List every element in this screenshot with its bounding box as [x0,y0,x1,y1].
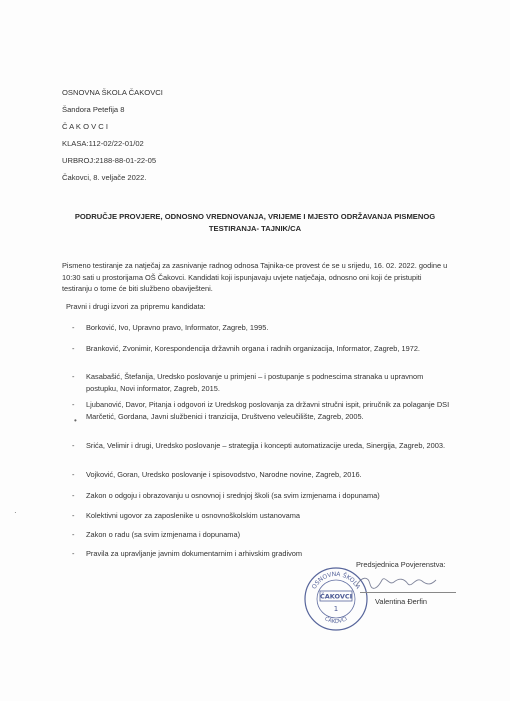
school-address: Šandora Petefija 8 [62,105,125,114]
source-item: - Vojković, Goran, Uredsko poslovanje i spisovodstvo, Narodne novine, Zagreb, 2016. [72,470,362,479]
source-item: - Branković, Zvonimir, Korespondencija državnih organa i radnih organizacija, Informator, Zagreb, 1972. [72,344,420,353]
source-item: - Srića, Velimir i drugi, Uredsko poslovanje – strategija i koncepti automatizacije ureda, Sinergija, Zagreb, 2003. [72,441,446,450]
signatory-name: Valentina Đerfin [375,597,428,606]
margin-mark-icon: · [14,508,17,517]
signature-label: Predsjednica Povjerenstva: [356,560,446,569]
handwritten-signature-icon [352,572,438,592]
document-title: PODRUČJE PROVJERE, ODNOSNO VREDNOVANJA, VRIJEME I MJESTO ODRŽAVANJA PISMENOG TESTIRANJA- TAJNIK/CA [74,212,436,233]
school-name: OSNOVNA ŠKOLA ČAKOVCI [62,88,163,97]
stamp-number: 1 [333,605,339,613]
stamp-top-text: OSNOVNA ŠKOLA [310,570,362,591]
sources-intro: Pravni i drugi izvori za pripremu kandidata: [66,302,206,311]
document-date: Čakovci, 8. veljače 2022. [62,173,147,182]
stamp-center-text: ČAKOVCI [319,592,353,601]
source-item: - Kolektivni ugovor za zaposlenike u osnovnoškolskim ustanovama [72,511,301,520]
klasa-number: KLASA:112-02/22-01/02 [62,139,144,148]
body-paragraph: Pismeno testiranje za natječaj za zasnivanje radnog odnosa Tajnika-ce provest će se u srijedu, 16. 02. 2022. godine u 10:30 sati u prostorijama OŠ Čakovci. Kandidati koji ispunjavaju uvjete natječaja, odnosno oni koji će pristupiti testiranju o tome će biti službeno obaviješteni. [62,261,448,293]
source-item: - Zakon o radu (sa svim izmjenama i dopunama) [72,530,241,539]
signature-line [360,592,456,593]
source-item: - Pravila za upravljanje javnim dokumentarnim i arhivskim gradivom [72,549,303,558]
svg-text:ČAKOVCI [323,615,348,625]
source-item: - Zakon o odgoju i obrazovanju u osnovnoj i srednjoj školi (sa svim izmjenama i dopunama) [72,491,380,500]
source-item: - Ljubanović, Davor, Pitanja i odgovori iz Uredskog poslovanja za državni stručni ispit, priručnik za polaganje DSI Marčetić, Gordana, Javni službenici i tranzicija, Društveno veleučilište, Zagreb, 2005. [72,400,450,421]
page-mark-icon: • [74,416,77,425]
source-item: - Kasabašić, Štefanija, Uredsko poslovanje u primjeni – i postupanje s podnescima stranaka u upravnom postupku, Novi informator, Zagreb, 2015. [72,372,424,393]
urbroj-number: URBROJ:2188-88-01-22-05 [62,156,157,165]
source-item: - Borković, Ivo, Upravno pravo, Informator, Zagreb, 1995. [72,323,269,332]
stamp-bottom-text: ČAKOVCI [323,616,349,626]
school-city: Č A K O V C I [62,122,108,131]
